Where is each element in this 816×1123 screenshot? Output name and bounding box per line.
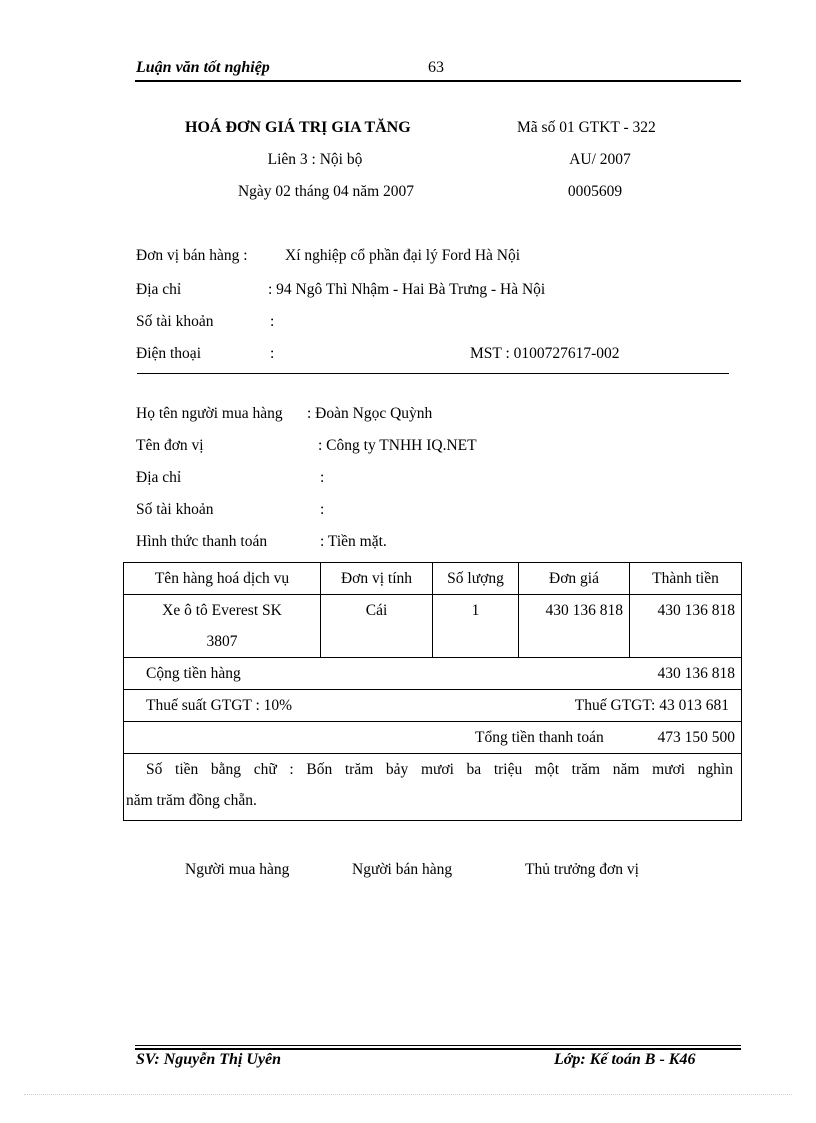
buyer-name-value: : Đoàn Ngọc Quỳnh	[307, 405, 433, 422]
header-unit-price: Đơn giá	[519, 563, 630, 595]
table-row	[124, 595, 742, 658]
item-amount: 430 136 818	[630, 595, 742, 658]
footer-rule-thick	[135, 1048, 741, 1050]
buyer-account-value: :	[320, 501, 325, 518]
buyer-unit-label: Tên đơn vị	[136, 437, 204, 454]
invoice-series: AU/ 2007	[569, 151, 631, 168]
amount-in-words-line2: năm trăm đồng chẵn.	[126, 792, 257, 809]
invoice-copy: Liên 3 : Nội bộ	[267, 151, 363, 168]
header-amount: Thành tiền	[630, 563, 742, 595]
buyer-unit-value: : Công ty TNHH IQ.NET	[318, 437, 477, 454]
vat-rate: Thuế suất GTGT : 10%	[146, 697, 293, 714]
seller-account-value: :	[270, 313, 275, 330]
header-unit: Đơn vị tính	[321, 563, 433, 595]
table-header-row	[124, 563, 742, 595]
item-unit-price: 430 136 818	[519, 595, 630, 658]
thesis-header-title: Luận văn tốt nghiệp	[136, 59, 270, 76]
header-item-name: Tên hàng hoá dịch vụ	[124, 563, 321, 595]
header-quantity: Số lượng	[433, 563, 519, 595]
section-divider	[137, 373, 729, 374]
subtotal-value: 430 136 818	[657, 665, 735, 682]
amount-in-words-cell	[124, 754, 742, 821]
item-name-line2: 3807	[206, 633, 238, 650]
buyer-account-label: Số tài khoản	[136, 501, 214, 518]
item-unit: Cái	[321, 595, 433, 658]
header-rule	[135, 80, 741, 82]
vat-amount: Thuế GTGT: 43 013 681	[574, 697, 729, 714]
item-quantity: 1	[433, 595, 519, 658]
buyer-payment-value: : Tiền mặt.	[320, 533, 387, 550]
page-bottom-dotted-line	[24, 1094, 792, 1095]
invoice-form-code: Mã số 01 GTKT - 322	[517, 119, 656, 136]
signature-head: Thủ trưởng đơn vị	[525, 861, 639, 878]
amount-in-words-line1: Số tiền bằng chữ : Bốn trăm bảy mươi ba triệu một trăm năm mươi nghìn	[146, 761, 733, 778]
buyer-address-label: Địa chỉ	[136, 469, 182, 486]
seller-name-value: Xí nghiệp cổ phần đại lý Ford Hà Nội	[285, 247, 521, 264]
seller-address-label: Địa chỉ	[136, 281, 182, 298]
invoice-title: HOÁ ĐƠN GIÁ TRỊ GIA TĂNG	[185, 119, 411, 136]
item-name-line1: Xe ô tô Everest SK	[162, 602, 282, 619]
total-cell	[124, 722, 742, 754]
seller-account-label: Số tài khoản	[136, 313, 214, 330]
buyer-address-value: :	[320, 469, 325, 486]
footer-rule-thin	[135, 1045, 741, 1046]
subtotal-cell	[124, 658, 742, 690]
seller-address-value: : 94 Ngô Thì Nhậm - Hai Bà Trưng - Hà Nội	[268, 281, 546, 298]
invoice-number: 0005609	[567, 183, 623, 200]
seller-phone-label: Điện thoại	[136, 345, 201, 362]
signature-seller: Người bán hàng	[352, 861, 453, 878]
seller-name-label: Đơn vị bán hàng :	[136, 247, 248, 264]
total-value: 473 150 500	[657, 729, 735, 746]
subtotal-row	[124, 658, 742, 690]
subtotal-label: Cộng tiền hàng	[146, 665, 241, 682]
buyer-name-label: Họ tên người mua hàng	[136, 405, 283, 422]
footer-class: Lớp: Kế toán B - K46	[554, 1051, 696, 1068]
vat-row	[124, 690, 742, 722]
buyer-payment-label: Hình thức thanh toán	[136, 533, 268, 550]
invoice-items-table	[123, 562, 742, 821]
seller-phone-value: :	[270, 345, 275, 362]
seller-tax-code: MST : 0100727617-002	[470, 345, 620, 362]
invoice-date: Ngày 02 tháng 04 năm 2007	[237, 183, 415, 200]
vat-cell	[124, 690, 742, 722]
total-row	[124, 722, 742, 754]
footer-student: SV: Nguyễn Thị Uyên	[136, 1051, 282, 1068]
page-number: 63	[428, 59, 444, 76]
item-name-cell	[124, 595, 321, 658]
signature-buyer: Người mua hàng	[185, 861, 290, 878]
total-label: Tổng tiền thanh toán	[475, 729, 604, 746]
amount-in-words-row	[124, 754, 742, 821]
